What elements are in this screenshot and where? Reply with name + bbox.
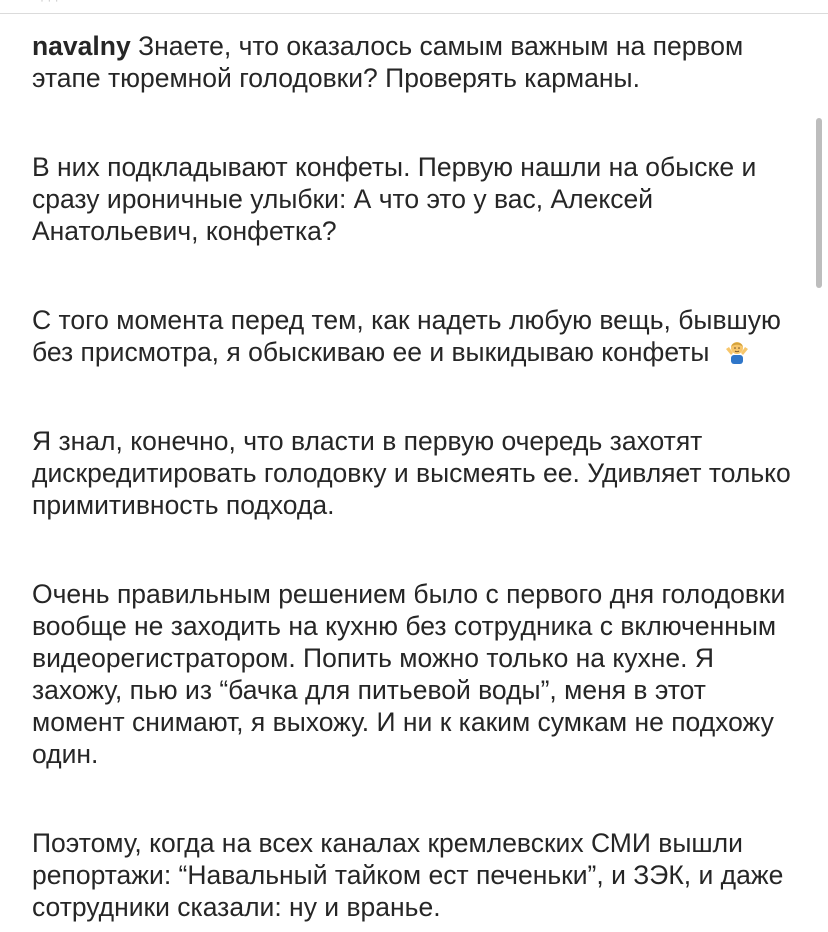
caption-text-1: Знаете, что оказалось самым важным на первом этапе тюремной голодовки? Проверять карманы. xyxy=(32,31,744,93)
username-link[interactable]: navalny xyxy=(32,31,131,61)
caption-paragraph-3 xyxy=(32,304,802,368)
top-cut-off-text xyxy=(40,0,112,4)
caption-paragraph-5: Очень правильным решением было с первого дня голодовки вообще не заходить на кухню без сотрудника с включенным видеорегистратором. Попить можно только на кухне. Я захожу, пью из “бачка для питьевой воды”, меня в этот момент снимают, я выхожу. И ни к каким сумкам не подхожу один. xyxy=(32,579,786,769)
caption-paragraph-2: В них подкладывают конфеты. Первую нашли на обыске и сразу ироничные улыбки: А что это у вас, Алексей Анатольевич, конфетка? xyxy=(32,152,757,246)
vertical-scrollbar-thumb[interactable] xyxy=(816,118,822,288)
caption-paragraph-1 xyxy=(32,30,802,94)
top-divider xyxy=(0,13,828,14)
person-shrugging-icon xyxy=(723,338,751,366)
post-caption xyxy=(32,30,802,923)
caption-paragraph-4: Я знал, конечно, что власти в первую очередь захотят дискредитировать голодовку и высмеять ее. Удивляет только примитивность подхода. xyxy=(32,426,791,520)
caption-text-3: С того момента перед тем, как надеть любую вещь, бывшую без присмотра, я обыскиваю ее и выкидываю конфеты xyxy=(32,305,781,367)
caption-paragraph-6: Поэтому, когда на всех каналах кремлевских СМИ вышли репортажи: “Навальный тайком ест печеньки”, и ЗЭК, и даже сотрудники сказали: ну и вранье. xyxy=(32,828,784,922)
